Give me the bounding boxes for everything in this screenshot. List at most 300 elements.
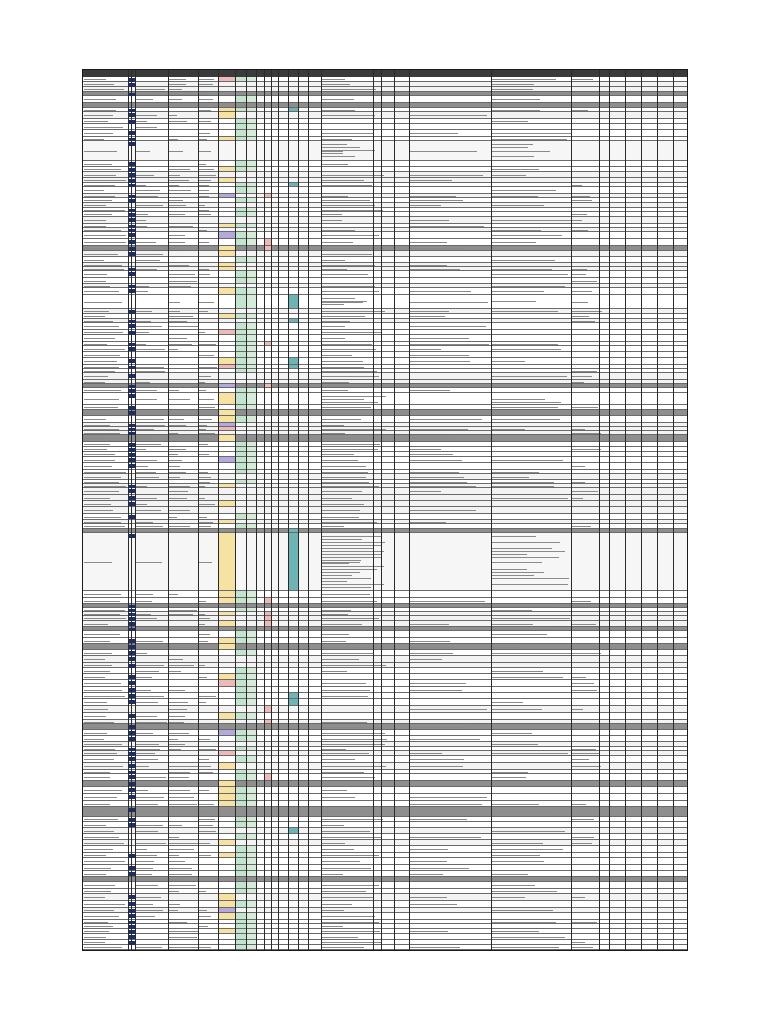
column-header[interactable] [381, 70, 394, 77]
column-header[interactable] [246, 70, 256, 77]
status-cell [218, 680, 235, 686]
cell-text [322, 466, 366, 467]
cell-text [199, 477, 211, 478]
cell-text [199, 399, 214, 400]
cell-text [84, 947, 122, 948]
column-header[interactable] [218, 70, 235, 77]
cell-text [322, 727, 380, 728]
table-row[interactable] [83, 533, 687, 591]
column-header[interactable] [673, 70, 688, 77]
cell-text [492, 147, 528, 148]
cell-text [492, 575, 534, 576]
cell-text [199, 419, 212, 420]
cell-text [572, 196, 590, 197]
cell-text [322, 151, 343, 152]
table-row[interactable] [83, 373, 687, 380]
column-header[interactable] [409, 70, 491, 77]
cell-text [169, 121, 187, 122]
cell-text [136, 766, 149, 767]
column-header[interactable] [83, 70, 128, 77]
cell-text [492, 486, 554, 487]
cell-text [322, 407, 371, 408]
cell-text [136, 291, 148, 292]
cell-text [572, 449, 601, 450]
cell-text [136, 696, 164, 697]
cell-text [492, 855, 540, 856]
status-cell [218, 263, 235, 266]
table-row[interactable] [83, 894, 687, 901]
cell-text [199, 367, 217, 368]
cell-text [492, 572, 544, 573]
cell-text [136, 242, 156, 243]
column-divider [321, 70, 322, 950]
status-cell [264, 194, 271, 197]
cell-text [492, 562, 542, 563]
cell-text [492, 910, 553, 911]
cell-text [322, 164, 348, 165]
cell-text [492, 230, 541, 231]
cell-text [322, 254, 372, 255]
cell-text [169, 316, 193, 317]
cell-text [492, 429, 525, 430]
table-row[interactable] [83, 807, 687, 817]
cell-text [199, 522, 213, 523]
column-header[interactable] [288, 70, 298, 77]
cell-text [410, 947, 460, 948]
cell-text [322, 399, 364, 400]
cell-text [199, 825, 213, 826]
cell-text [84, 169, 121, 170]
cell-text [169, 837, 179, 838]
cell-text [322, 766, 386, 767]
cell-text [572, 677, 586, 678]
cell-text [410, 482, 467, 483]
cell-text [84, 94, 111, 95]
column-divider [168, 70, 169, 950]
cell-text [322, 438, 364, 439]
cell-text [572, 230, 588, 231]
cell-text [136, 151, 150, 152]
cell-text [410, 349, 441, 350]
cell-text [199, 498, 205, 499]
status-cell [218, 621, 235, 626]
column-header[interactable] [135, 70, 168, 77]
cell-text [410, 338, 469, 339]
cell-text [84, 629, 111, 630]
cell-text [492, 291, 544, 292]
cell-text [492, 610, 532, 611]
cell-text [322, 614, 348, 615]
column-header[interactable] [373, 70, 381, 77]
cell-text [199, 614, 205, 615]
cell-text [492, 733, 532, 734]
cell-text [199, 947, 211, 948]
cell-text [136, 205, 163, 206]
column-header[interactable] [321, 70, 373, 77]
column-header[interactable] [168, 70, 198, 77]
cell-text [572, 942, 585, 943]
cell-text [322, 855, 379, 856]
cell-text [492, 812, 557, 813]
cell-text [199, 425, 207, 426]
cell-text [136, 382, 150, 383]
status-cell [288, 108, 298, 111]
cell-text [322, 386, 379, 387]
cell-text [492, 606, 556, 607]
cell-text [322, 671, 347, 672]
status-cell [218, 77, 235, 81]
cell-text [322, 885, 379, 886]
column-header[interactable] [641, 70, 657, 77]
cell-text [84, 316, 105, 317]
cell-text [492, 235, 562, 236]
column-divider [625, 70, 626, 950]
cell-text [322, 220, 342, 221]
cell-text [136, 429, 154, 430]
cell-text [136, 226, 147, 227]
cell-text [84, 772, 110, 773]
column-header[interactable] [599, 70, 609, 77]
table-row[interactable] [83, 631, 687, 638]
cell-text [322, 355, 352, 356]
column-divider [641, 70, 642, 950]
table-row[interactable] [83, 950, 687, 951]
column-header[interactable] [271, 70, 278, 77]
cell-text [572, 749, 596, 750]
cell-text [84, 110, 116, 111]
cell-text [322, 759, 355, 760]
cell-text [572, 321, 595, 322]
cell-text [84, 819, 118, 820]
cell-text [199, 133, 210, 134]
cell-text [136, 269, 157, 270]
cell-text [84, 121, 108, 122]
cell-text [84, 235, 126, 236]
cell-text [169, 777, 189, 778]
column-header[interactable] [198, 70, 218, 77]
status-cell [218, 246, 235, 250]
column-header[interactable] [235, 70, 246, 77]
cell-text [492, 629, 551, 630]
column-header[interactable] [491, 70, 571, 77]
cell-text [322, 433, 345, 434]
cell-text [169, 425, 186, 426]
cell-text [199, 355, 214, 356]
cell-text [572, 804, 586, 805]
cell-text [84, 885, 115, 886]
column-header[interactable] [264, 70, 271, 77]
column-header[interactable] [298, 70, 308, 77]
column-header[interactable] [308, 70, 321, 77]
cell-text [199, 269, 209, 270]
cell-text [84, 744, 122, 745]
cell-text [169, 825, 182, 826]
cell-text [410, 868, 469, 869]
table-row[interactable] [83, 358, 687, 365]
status-cell [218, 112, 235, 118]
table-row[interactable] [83, 913, 687, 920]
cell-text [492, 144, 533, 145]
cell-text [410, 522, 446, 523]
cell-text [199, 677, 207, 678]
cell-text [322, 879, 343, 880]
cell-text [410, 449, 441, 450]
cell-text [136, 716, 157, 717]
table-row[interactable] [83, 130, 687, 137]
cell-text [84, 281, 106, 282]
cell-text [410, 624, 449, 625]
cell-text [84, 175, 116, 176]
cell-text [199, 804, 214, 805]
cell-text [322, 910, 344, 911]
cell-text [84, 286, 110, 287]
cell-text [136, 671, 159, 672]
column-header[interactable] [625, 70, 641, 77]
cell-text [199, 438, 212, 439]
cell-text [410, 797, 487, 798]
status-cell [218, 410, 235, 415]
cell-text [322, 594, 370, 595]
cell-text [199, 79, 214, 80]
cell-text [169, 399, 190, 400]
cell-text [169, 274, 195, 275]
cell-text [199, 727, 206, 728]
status-cell [218, 501, 235, 506]
status-cell [218, 232, 235, 238]
status-cell [264, 342, 271, 345]
cell-text [492, 242, 536, 243]
spreadsheet [82, 69, 688, 951]
cell-text [322, 916, 375, 917]
cell-text [136, 531, 157, 532]
cell-text [84, 413, 110, 414]
status-cell [218, 314, 235, 318]
cell-text [136, 89, 165, 90]
cell-text [84, 606, 124, 607]
cell-text [136, 386, 157, 387]
cell-text [136, 175, 154, 176]
cell-text [572, 382, 584, 383]
cell-text [136, 614, 151, 615]
status-cell [218, 598, 235, 603]
cell-text [84, 321, 113, 322]
cell-text [199, 230, 207, 231]
cell-text [169, 739, 178, 740]
status-cell [218, 894, 235, 900]
cell-text [410, 491, 441, 492]
cell-text [84, 477, 121, 478]
cell-text [322, 797, 355, 798]
cell-text [169, 766, 198, 767]
cell-text [322, 413, 368, 414]
cell-text [84, 531, 111, 532]
column-header[interactable] [394, 70, 409, 77]
cell-text [84, 594, 121, 595]
cell-text [492, 849, 563, 850]
cell-text [410, 115, 487, 116]
cell-text [322, 849, 354, 850]
cell-text [84, 601, 120, 602]
cell-text [322, 316, 365, 317]
cell-text [169, 665, 194, 666]
cell-text [199, 205, 205, 206]
cell-text [169, 804, 197, 805]
cell-text [169, 200, 183, 201]
cell-text [410, 653, 453, 654]
cell-text [492, 139, 567, 140]
table-row[interactable] [83, 288, 687, 295]
cell-text [199, 175, 216, 176]
cell-text [322, 242, 353, 243]
cell-text [410, 242, 447, 243]
cell-text [410, 897, 447, 898]
cell-text [169, 115, 177, 116]
cell-text [169, 79, 186, 80]
cell-text [322, 376, 379, 377]
cell-text [84, 716, 106, 717]
cell-text [84, 790, 122, 791]
cell-text [410, 302, 488, 303]
cell-text [322, 601, 377, 602]
cell-text [199, 531, 212, 532]
status-cell [218, 267, 235, 270]
cell-text [322, 696, 368, 697]
cell-text [136, 419, 164, 420]
column-divider [657, 70, 658, 950]
cell-text [136, 477, 159, 478]
cell-text [322, 739, 387, 740]
cell-text [492, 831, 565, 832]
cell-text [322, 753, 369, 754]
cell-text [84, 510, 113, 511]
cell-text [136, 214, 148, 215]
cell-text [322, 338, 345, 339]
cell-text [136, 522, 153, 523]
cell-text [136, 349, 165, 350]
status-cell [218, 520, 235, 523]
cell-text [136, 665, 164, 666]
cell-text [199, 84, 213, 85]
cell-text [169, 910, 178, 911]
table-row[interactable] [83, 680, 687, 687]
column-header[interactable] [657, 70, 673, 77]
cell-text [136, 855, 157, 856]
cell-text [84, 151, 117, 152]
cell-text [322, 230, 355, 231]
cell-text [322, 361, 363, 362]
cell-text [410, 486, 476, 487]
cell-text [322, 486, 379, 487]
table-row[interactable] [83, 217, 687, 224]
cell-text [199, 376, 211, 377]
cell-text [169, 937, 197, 938]
cell-text [410, 601, 485, 602]
cell-text [84, 926, 113, 927]
cell-text [84, 624, 108, 625]
cell-text [322, 139, 352, 140]
cell-text [169, 690, 185, 691]
cell-text [322, 647, 385, 648]
cell-text [84, 868, 111, 869]
cell-text [84, 641, 110, 642]
cell-text [410, 205, 441, 206]
cell-text [492, 548, 552, 549]
status-cell [218, 644, 235, 649]
column-header[interactable] [278, 70, 288, 77]
cell-text [199, 618, 210, 619]
cell-text [322, 563, 349, 564]
column-divider [491, 70, 492, 950]
cell-text [410, 659, 442, 660]
status-cell [218, 781, 235, 786]
cell-text [199, 766, 211, 767]
cell-text [199, 472, 208, 473]
cell-text [322, 551, 384, 552]
cell-text [169, 891, 179, 892]
cell-text [410, 510, 476, 511]
status-cell [218, 251, 235, 256]
cell-text [136, 831, 158, 832]
column-header[interactable] [256, 70, 264, 77]
status-cell [264, 246, 271, 250]
column-divider [218, 70, 219, 950]
cell-text [136, 326, 162, 327]
table-row[interactable] [83, 756, 687, 763]
cell-text [136, 690, 151, 691]
cell-text [169, 843, 198, 844]
cell-text [322, 504, 364, 505]
cell-text [136, 425, 165, 426]
cell-text [199, 629, 211, 630]
column-header[interactable] [571, 70, 599, 77]
cell-text [84, 371, 115, 372]
cell-text [84, 825, 106, 826]
cell-text [84, 376, 108, 377]
cell-text [322, 214, 342, 215]
cell-text [84, 344, 107, 345]
table-row[interactable] [83, 435, 687, 442]
column-header[interactable] [609, 70, 625, 77]
cell-text [136, 804, 158, 805]
cell-text [84, 326, 119, 327]
cell-text [492, 349, 561, 350]
cell-text [136, 797, 164, 798]
cell-text [84, 242, 126, 243]
cell-text [410, 849, 448, 850]
cell-text [410, 133, 458, 134]
status-cell [218, 137, 235, 140]
cell-text [410, 361, 470, 362]
cell-text [84, 709, 108, 710]
cell-text [199, 390, 206, 391]
cell-text [322, 110, 355, 111]
cell-text [84, 777, 110, 778]
cell-text [322, 274, 368, 275]
cell-text [492, 777, 526, 778]
cell-text [169, 790, 190, 791]
cell-text [84, 797, 117, 798]
cell-text [199, 606, 212, 607]
cell-text [199, 526, 211, 527]
cell-text [410, 641, 450, 642]
cell-text [322, 498, 352, 499]
cell-text [199, 891, 206, 892]
cell-text [169, 169, 190, 170]
cell-text [322, 578, 371, 579]
cell-text [136, 472, 156, 473]
cell-text [169, 175, 180, 176]
cell-text [136, 784, 153, 785]
